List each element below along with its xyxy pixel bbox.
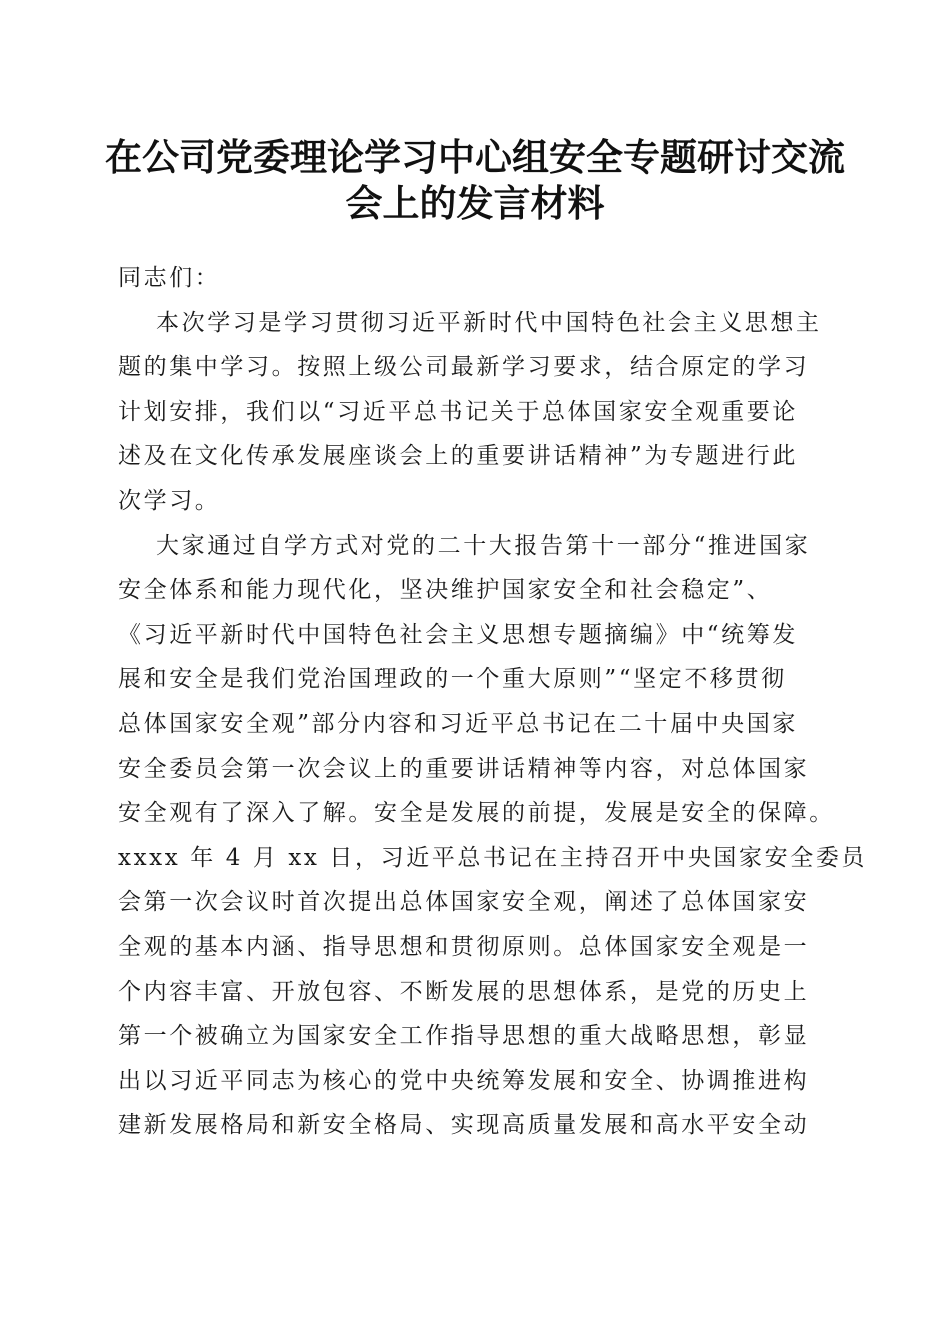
salutation: 同志们：: [118, 265, 221, 291]
paragraph-line: 展和安全是我们党治国理政的一个重大原则”“坚定不移贯彻: [118, 666, 787, 693]
paragraph-line: xxxx 年 4 月 xx 日，习近平总书记在主持召开中央国家安全委员: [118, 844, 868, 871]
title-line-2: 会上的发言材料: [345, 181, 605, 225]
paragraph-line: 建新发展格局和新安全格局、实现高质量发展和高水平安全动: [118, 1112, 810, 1139]
paragraph-line: 述及在文化传承发展座谈会上的重要讲话精神”为专题进行此: [118, 443, 798, 470]
paragraph-line: 安全委员会第一次会议上的重要讲话精神等内容，对总体国家: [118, 755, 810, 782]
paragraph-line: 本次学习是学习贯彻习近平新时代中国特色社会主义思想主: [156, 309, 822, 336]
paragraph-line: 会第一次会议时首次提出总体国家安全观，阐述了总体国家安: [118, 889, 810, 916]
paragraph-line: 第一个被确立为国家安全工作指导思想的重大战略思想，彰显: [118, 1023, 810, 1050]
paragraph-line: 安全观有了深入了解。安全是发展的前提，发展是安全的保障。: [118, 800, 835, 827]
document-body: [118, 256, 868, 1148]
paragraph-line: 大家通过自学方式对党的二十大报告第十一部分“推进国家: [156, 532, 811, 559]
paragraph-line: 次学习。: [118, 487, 221, 514]
title-line-1: 在公司党委理论学习中心组安全专题研讨交流: [105, 135, 845, 179]
paragraph-line: 全观的基本内涵、指导思想和贯彻原则。总体国家安全观是一: [118, 933, 810, 960]
paragraph-line: 题的集中学习。按照上级公司最新学习要求，结合原定的学习: [118, 354, 810, 381]
paragraph-line: 《习近平新时代中国特色社会主义思想专题摘编》中“统筹发: [118, 621, 798, 648]
paragraph-2: [118, 524, 868, 1148]
paragraph-line: 总体国家安全观”部分内容和习近平总书记在二十届中央国家: [118, 710, 798, 737]
paragraph-line: 出以习近平同志为核心的党中央统筹发展和安全、协调推进构: [118, 1067, 810, 1094]
paragraph-line: 个内容丰富、开放包容、不断发展的思想体系，是党的历史上: [118, 978, 810, 1005]
paragraph-line: 计划安排，我们以“习近平总书记关于总体国家安全观重要论: [118, 398, 798, 425]
paragraph-1: [118, 301, 838, 524]
document-title: [100, 134, 850, 226]
paragraph-line: 安全体系和能力现代化，坚决维护国家安全和社会稳定”、: [118, 577, 773, 604]
